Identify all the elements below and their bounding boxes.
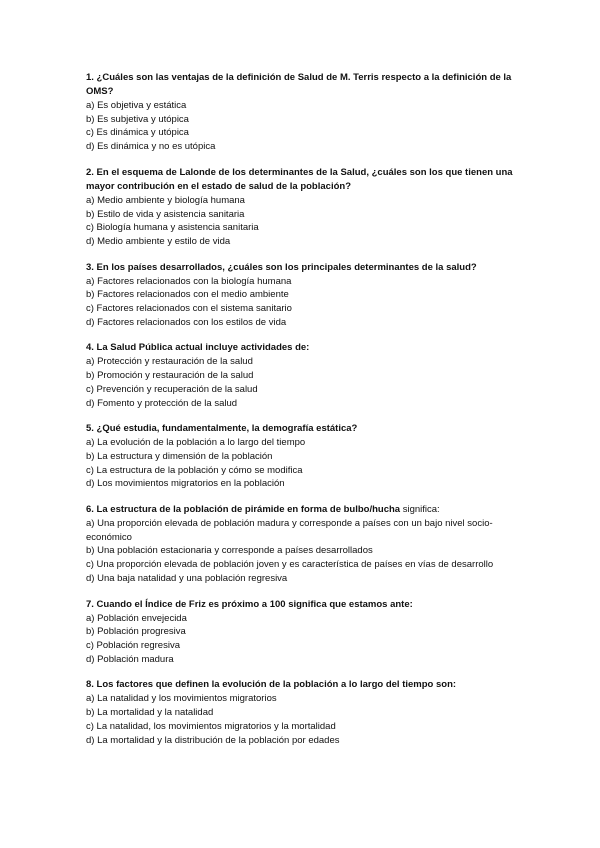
option-d: d) Población madura [86,653,174,665]
option-b: b) Población progresiva [86,626,186,638]
question-title: 5. ¿Qué estudia, fundamentalmente, la demografía estática? [86,423,358,435]
option-b: b) Una población estacionaria y corresponde a países desarrollados [86,545,373,557]
option-list [86,355,518,410]
question-3 [86,261,518,330]
option-c: c) Es dinámica y utópica [86,127,189,139]
option-c: c) La natalidad, los movimientos migratorios y la mortalidad [86,720,336,732]
question-6 [86,503,518,586]
option-a: a) Población envejecida [86,612,187,624]
option-list [86,194,518,249]
option-list [86,517,518,586]
question-title: 7. Cuando el Índice de Friz es próximo a 100 significa que estamos ante: [86,598,413,610]
question-8 [86,678,518,747]
option-a: a) Es objetiva y estática [86,100,187,111]
option-list [86,99,518,154]
question-1 [86,71,518,154]
question-2 [86,166,518,249]
option-d: d) La mortalidad y la distribución de la población por edades [86,734,340,746]
option-list [86,692,518,747]
option-a: a) La natalidad y los movimientos migratorios [86,693,277,705]
option-a: a) Una proporción elevada de población madura y corresponde a países con un bajo nivel socio-económico [86,518,493,543]
option-d: d) Una baja natalidad y una población regresiva [86,572,288,584]
option-c: c) Factores relacionados con el sistema sanitario [86,303,292,315]
question-title: 8. Los factores que definen la evolución de la población a lo largo del tiempo son: [86,679,457,691]
document-page [86,71,518,759]
question-title: 2. En el esquema de Lalonde de los determinantes de la Salud, ¿cuáles son los que tienen una mayor contribución en el estado de salud de la población? [86,166,513,192]
question-title-normal: significa: [400,504,440,516]
question-5 [86,422,518,491]
option-d: d) Factores relacionados con los estilos de vida [86,316,287,328]
option-list [86,436,518,491]
question-7 [86,598,518,667]
option-c: c) Población regresiva [86,639,180,651]
option-c: c) Una proporción elevada de población joven y es característica de países en vías de desarrollo [86,559,494,571]
option-d: d) Medio ambiente y estilo de vida [86,235,231,247]
option-list [86,612,518,667]
question-title: 3. En los países desarrollados, ¿cuáles son los principales determinantes de la salud? [86,261,477,273]
option-d: d) Es dinámica y no es utópica [86,141,216,153]
option-a: a) Medio ambiente y biología humana [86,194,245,206]
question-title-bold: 6. La estructura de la población de pirámide en forma de bulbo/hucha [86,504,401,516]
option-c: c) La estructura de la población y cómo se modifica [86,464,303,476]
question-title: 4. La Salud Pública actual incluye actividades de: [86,342,310,354]
option-b: b) La mortalidad y la natalidad [86,707,214,719]
question-title: 1. ¿Cuáles son las ventajas de la definición de Salud de M. Terris respecto a la definición de la OMS? [86,72,512,97]
option-b: b) La estructura y dimensión de la población [86,450,273,462]
option-a: a) Factores relacionados con la biología humana [86,275,292,287]
option-c: c) Prevención y recuperación de la salud [86,383,258,395]
question-4 [86,341,518,410]
option-c: c) Biología humana y asistencia sanitaria [86,222,259,234]
option-d: d) Fomento y protección de la salud [86,397,238,409]
option-b: b) Estilo de vida y asistencia sanitaria [86,208,245,220]
question-title [86,503,518,517]
option-a: a) La evolución de la población a lo largo del tiempo [86,437,306,449]
option-b: b) Promoción y restauración de la salud [86,370,254,382]
option-list [86,275,518,330]
option-a: a) Protección y restauración de la salud [86,356,253,368]
option-b: b) Factores relacionados con el medio ambiente [86,289,289,301]
option-d: d) Los movimientos migratorios en la población [86,478,285,490]
option-b: b) Es subjetiva y utópica [86,113,189,125]
